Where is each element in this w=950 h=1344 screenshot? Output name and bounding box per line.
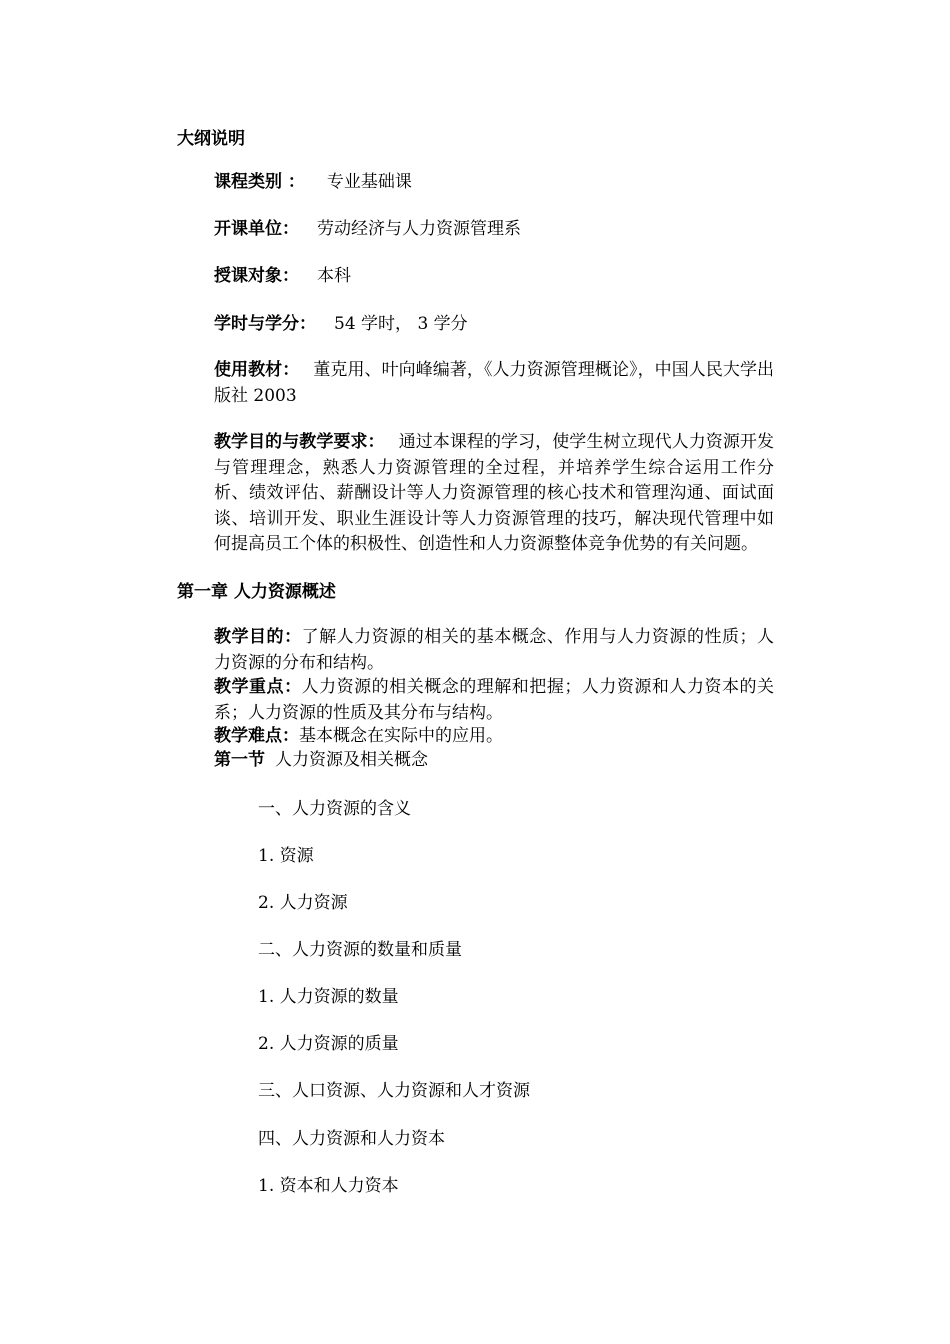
course-goals-paragraph bbox=[214, 430, 774, 558]
course-unit-row bbox=[214, 217, 521, 241]
course-target-label: 授课对象： bbox=[214, 266, 299, 286]
course-unit-value: 劳动经济与人力资源管理系 bbox=[317, 219, 521, 239]
teaching-focus-paragraph bbox=[214, 675, 774, 726]
teaching-focus-value: 人力资源的相关概念的理解和把握；人力资源和人力资本的关系；人力资源的性质及其分布与结构。 bbox=[214, 677, 775, 723]
section-title: 人力资源及相关概念 bbox=[275, 750, 428, 770]
outline-item: 1. 资本和人力资本 bbox=[258, 1176, 399, 1196]
outline-item: 2. 人力资源的质量 bbox=[258, 1034, 399, 1054]
course-unit-label: 开课单位： bbox=[214, 219, 299, 239]
course-hours-value: 54 学时， 3 学分 bbox=[334, 314, 468, 334]
outline-title: 大纲说明 bbox=[177, 129, 245, 149]
outline-item: 二、人力资源的数量和质量 bbox=[258, 940, 462, 960]
teaching-aim-paragraph bbox=[214, 625, 774, 676]
outline-item: 1. 人力资源的数量 bbox=[258, 987, 399, 1007]
teaching-aim-label: 教学目的： bbox=[214, 627, 302, 647]
course-hours-row bbox=[214, 312, 468, 336]
course-goals-label: 教学目的与教学要求： bbox=[214, 432, 385, 452]
course-type-value: 专业基础课 bbox=[326, 172, 412, 192]
outline-item: 1. 资源 bbox=[258, 846, 314, 866]
course-type-label: 课程类别 ： bbox=[214, 172, 305, 192]
course-textbook-paragraph bbox=[214, 358, 774, 409]
chapter-title: 第一章 人力资源概述 bbox=[177, 582, 336, 602]
teaching-difficulty-label: 教学难点： bbox=[214, 726, 299, 746]
teaching-difficulty-value: 基本概念在实际中的应用。 bbox=[299, 726, 503, 746]
course-target-value: 本科 bbox=[317, 266, 351, 286]
section-heading bbox=[214, 748, 428, 772]
outline-item: 一、人力资源的含义 bbox=[258, 799, 411, 819]
course-textbook-value: 董克用、叶向峰编著，《人力资源管理概论》，中国人民大学出版社 2003 bbox=[214, 360, 775, 406]
outline-item: 四、人力资源和人力资本 bbox=[258, 1129, 445, 1149]
course-textbook-label: 使用教材： bbox=[214, 360, 300, 380]
course-target-row bbox=[214, 264, 351, 288]
outline-item: 2. 人力资源 bbox=[258, 893, 348, 913]
teaching-difficulty-row bbox=[214, 724, 503, 748]
teaching-focus-label: 教学重点： bbox=[214, 677, 302, 697]
outline-item: 三、人口资源、人力资源和人才资源 bbox=[258, 1081, 530, 1101]
section-label: 第一节 bbox=[214, 750, 265, 770]
course-type-row bbox=[214, 170, 412, 194]
course-hours-label: 学时与学分： bbox=[214, 314, 316, 334]
course-goals-value: 通过本课程的学习，使学生树立现代人力资源开发与管理理念，熟悉人力资源管理的全过程，并培养学生综合运用工作分析、绩效评估、薪酬设计等人力资源管理的核心技术和管理沟通、面试面谈、培训开发、职业生涯设计等人力资源管理的技巧，解决现代管理中如何提高员工个体的积极性、创造性和人力资源整体竞争优势的有关问题。 bbox=[214, 432, 774, 554]
teaching-aim-value: 了解人力资源的相关的基本概念、作用与人力资源的性质；人力资源的分布和结构。 bbox=[214, 627, 775, 673]
